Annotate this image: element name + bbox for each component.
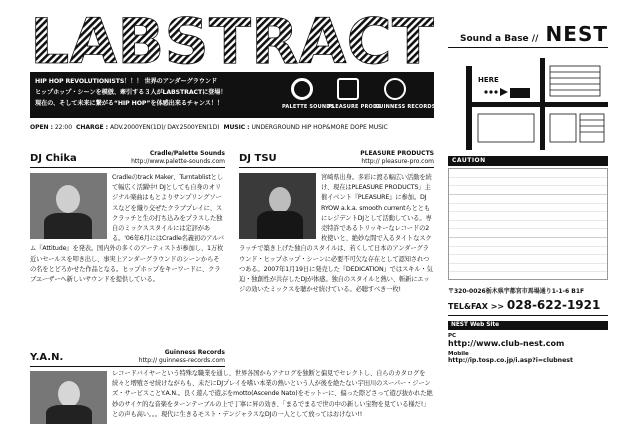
event-info-line: OPEN : 22:00 CHARGE : ADV.2000YEN(1D)/ DAY.2500YEN(1D) MUSIC : UNDERGROUND HIP HOP&MORE DOPE MUSIC [30,124,388,131]
open-value: 22:00 [54,124,72,131]
artist-header [30,148,225,168]
charge-label: CHARGE [76,124,104,131]
sponsor-logo-pleasure [328,76,382,114]
artist-bio-text: レコードバイヤーという特殊な職業を通し、世界各国からアナログを独断と偏見でセレクトし、自らのカタログを続々と増殖させ続けながらも、未だにDJプレイを嗜い本業の熱いという人が後を絶たない宇田川のスーパー・ジーンズ・サービスことY.A.N.。良く遊んで遊ぶをmotto(Ascende Nato)をモットーに、偏った際どさって遊び抜かれた絶妙のサイケ的な音楽をターンテーブルの上で丁寧に昇の効き、「まるでまるで世の中の新しい宝物を見ている様だ!」との声も高い。。。現代に生きるモスト・デンジャラスなDJの一人として放ってはおけない!! [112,370,433,418]
sponsor-label: GUINNESS RECORDS [375,104,436,110]
logo-wordmark: LABSTRACT [30,14,434,66]
intro-line: 現在の、そして未来に繋がる“HIP HOP”を体感出来るチャンス！！ [35,100,224,107]
pc-url-link[interactable]: http://www.club-nest.com [448,339,565,348]
brand-tagline: Sound a Base // [460,34,539,44]
artist-label: PLEASURE PRODUCTS [360,150,434,157]
sponsor-logo-palette [282,76,335,114]
speaker-icon [337,78,359,100]
record-icon [291,78,313,100]
caution-box [448,168,608,280]
sponsor-logo-guinness [375,76,436,114]
mobile-url-link[interactable]: http://ip.tosp.co.jp/i.asp?i=clubnest [448,357,573,364]
artist-bio [30,173,225,285]
artist-bio-text: 宮崎県出身。多彩に渡る幅広い活動を続け、現在はPLEASURE PRODUCTS」主催イベント『PLEASURE』に参加。DJ RYOW a.k.a. smooth currentらとともにレジデントDJとして活動している。専売特許であるトリッキーなレコードの2枚使いと、絶妙な間で入るタイトなスクラッチで築き上げた独自のスタイルは、若くして日本のアンダーグラウンド・ヒップホップ・シーンに必要不可欠な存在として認知されつつある。2007年1月19日に発売した『DEDICATION』ではスキル・気迫・独創性が共存したDJが体感。独自のスタイルと熱い、斬新にエッジの効いたミックスを聴かせ続けている。必聴すべき一枚! [239,174,433,294]
intro-text [35,76,265,109]
here-label: HERE [478,76,499,84]
venue-tel [448,298,608,316]
artist-bio [239,173,434,295]
artist-photo [239,173,316,239]
artist-name: DJ Chika [30,153,77,164]
mobile-label: Mobile [448,351,469,357]
artist-label: Guinness Records [164,349,225,356]
caution-heading: CAUTION [448,156,608,166]
venue-column [448,14,608,364]
artist-name: DJ TSU [239,153,277,164]
open-label: OPEN [30,124,49,131]
artist-url: http:// guinness-records.com [138,357,225,364]
tel-label: TEL&FAX >> [448,302,505,311]
venue-address: 〒320-0026栃木県宇都宮市馬場通り1-1-6 B1F [448,288,585,295]
artist-url: http:// pleasure-pro.com [361,158,434,165]
labstract-logo [30,14,434,66]
artist-dj-chika [30,148,225,285]
artist-label: Cradle/Palette Sounds [149,150,225,157]
guinness-icon [384,78,406,100]
artist-bio [30,345,434,420]
music-label: MUSIC [223,124,246,131]
artist-photo [30,371,107,424]
music-value: UNDERGROUND HIP HOP&MORE DOPE MUSIC [251,124,388,131]
artist-bio-text: Cradleのtrack Maker、Turntablistとして幅広く活躍中! DJとしても自身のオリジナル楽曲はもとよりサンプリングソースなどを織り交ぜたクラブプレイに、スクラッチと生の打ち込みをプラスした独自のミックススタイルには定評がある。'06年6月にはCradle名義初のアルバム『Attitude』を発表。国内外の多くのアーティストが参加し、1万枚近いセールスを叩き出し、事実上アンダーグラウンドのシーンからその名をとどろかせた作品となる。ヒップホップをキーワードに、クラブユーザーへ新しいサウンドを提供している。 [30,174,224,284]
artist-header [239,148,434,168]
sponsor-label: PALETTE SOUNDS [282,104,335,110]
intro-banner [30,72,434,118]
charge-value: ADV.2000YEN(1D)/ DAY.2500YEN(1D) [109,124,220,131]
tel-number: 028-622-1921 [506,298,601,312]
venue-map [448,58,608,150]
artist-url: http://www.palette-sounds.com [131,158,225,165]
intro-line: ヒップホップ・シーンを模倣、牽引する３人がLABSTRACTに登場！ [35,89,227,96]
venue-brand [448,22,608,48]
brand-name: NEST [545,22,608,46]
flyer-left [30,14,434,131]
intro-line: HIP HOP REVOLUTIONISTS！！！ 世界のアンダーグラウンド [35,78,218,85]
artist-yan [30,347,434,424]
artist-photo [30,173,107,239]
pc-label: PC [448,333,457,339]
web-site-heading: NEST Web Site [448,321,608,330]
artist-name: Y.A.N. [30,352,64,363]
artist-dj-tsu [239,148,434,295]
sponsor-label: PLEASURE PRODS [328,104,382,110]
